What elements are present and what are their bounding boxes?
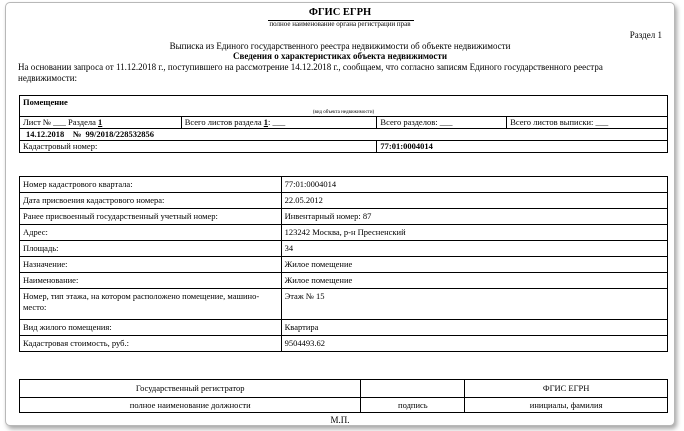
- document-page: [5, 2, 675, 426]
- section-no-value: 1: [98, 117, 103, 127]
- total-extract-sheets-cell: [507, 117, 668, 129]
- table-row: [20, 320, 668, 336]
- cadastral-number-value: 77:01:0004014: [377, 141, 668, 153]
- row-label: Наименование:: [20, 273, 282, 289]
- stamp-place: М.П.: [330, 415, 350, 425]
- row-value: Жилое помещение: [281, 257, 667, 273]
- row-label: Кадастровая стоимость, руб.:: [20, 336, 282, 352]
- table-row: [20, 336, 668, 352]
- org-subtitle: полное наименование органа регистрации прав: [269, 20, 411, 28]
- total-section-sheets-value: 1: [263, 117, 268, 127]
- table-row: [20, 225, 668, 241]
- total-extract-sheets-blank: ___: [595, 117, 609, 127]
- registrar-name: ФГИС ЕГРН: [465, 380, 668, 398]
- row-value: 34: [281, 241, 667, 257]
- row-label: Дата присвоения кадастрового номера:: [20, 193, 282, 209]
- total-section-sheets-label: Всего листов раздела: [184, 117, 262, 127]
- total-sections-label: Всего разделов:: [380, 117, 438, 127]
- table-row: [20, 289, 668, 320]
- row-value: 9504493.62: [281, 336, 667, 352]
- row-label: Назначение:: [20, 257, 282, 273]
- row-value: 123242 Москва, р-н Пресненский: [281, 225, 667, 241]
- intro-text: На основании запроса от 11.12.2018 г., поступившего на рассмотрение 14.12.2018 г., сообщаем, что согласно записям Единого государственного реестра недвижимости:: [18, 62, 603, 83]
- cadastral-number-label: Кадастровый номер:: [20, 141, 377, 153]
- section-label: Раздел 1: [629, 30, 662, 40]
- row-label: Вид жилого помещения:: [20, 320, 282, 336]
- row-label: Адрес:: [20, 225, 282, 241]
- table-row: [20, 241, 668, 257]
- sheet-no-label: Лист №: [23, 117, 52, 127]
- signature-field: [361, 380, 465, 398]
- table-row: [20, 257, 668, 273]
- row-label: Номер, тип этажа, на котором расположено помещение, машино-место:: [20, 289, 282, 320]
- total-section-sheets-cell: Всего листов раздела 1: ___: [181, 117, 377, 129]
- object-type-caption: (вид объекта недвижимости): [20, 109, 668, 117]
- table-row: [20, 193, 668, 209]
- row-label: Номер кадастрового квартала:: [20, 177, 282, 193]
- extract-date: 14.12.2018: [26, 129, 65, 139]
- characteristics-table: [19, 176, 668, 352]
- object-header-table: [19, 95, 668, 153]
- table-row: [20, 273, 668, 289]
- sheet-number-cell: [20, 117, 182, 129]
- name-caption: инициалы, фамилия: [465, 398, 668, 413]
- row-label: Ранее присвоенный государственный учетный номер:: [20, 209, 282, 225]
- table-row: [20, 209, 668, 225]
- signature-table: [19, 379, 668, 413]
- signature-caption: подпись: [361, 398, 465, 413]
- row-value: 22.05.2012: [281, 193, 667, 209]
- registrar-position: Государственный регистратор: [20, 380, 361, 398]
- org-title: ФГИС ЕГРН: [308, 7, 372, 18]
- object-type: Помещение: [20, 96, 668, 110]
- table-row: [20, 177, 668, 193]
- date-number-row: [20, 129, 668, 141]
- total-extract-sheets-label: Всего листов выписки:: [510, 117, 594, 127]
- position-caption: полное наименование должности: [20, 398, 361, 413]
- section-no-label: Раздела: [68, 117, 96, 127]
- row-value: Этаж № 15: [281, 289, 667, 320]
- total-sections-cell: [377, 117, 507, 129]
- row-label: Площадь:: [20, 241, 282, 257]
- sheet-no-blank: ___: [53, 117, 66, 127]
- row-value: Квартира: [281, 320, 667, 336]
- extract-number: 99/2018/228532856: [85, 129, 155, 139]
- number-label: №: [72, 129, 82, 139]
- extract-subtitle: Сведения о характеристиках объекта недвижимости: [232, 51, 448, 61]
- row-value: Инвентарный номер: 87: [281, 209, 667, 225]
- row-value: Жилое помещение: [281, 273, 667, 289]
- extract-title: Выписка из Единого государственного реестра недвижимости об объекте недвижимости: [169, 41, 511, 51]
- total-sections-blank: ___: [439, 117, 453, 127]
- total-section-sheets-blank: ___: [272, 117, 286, 127]
- row-value: 77:01:0004014: [281, 177, 667, 193]
